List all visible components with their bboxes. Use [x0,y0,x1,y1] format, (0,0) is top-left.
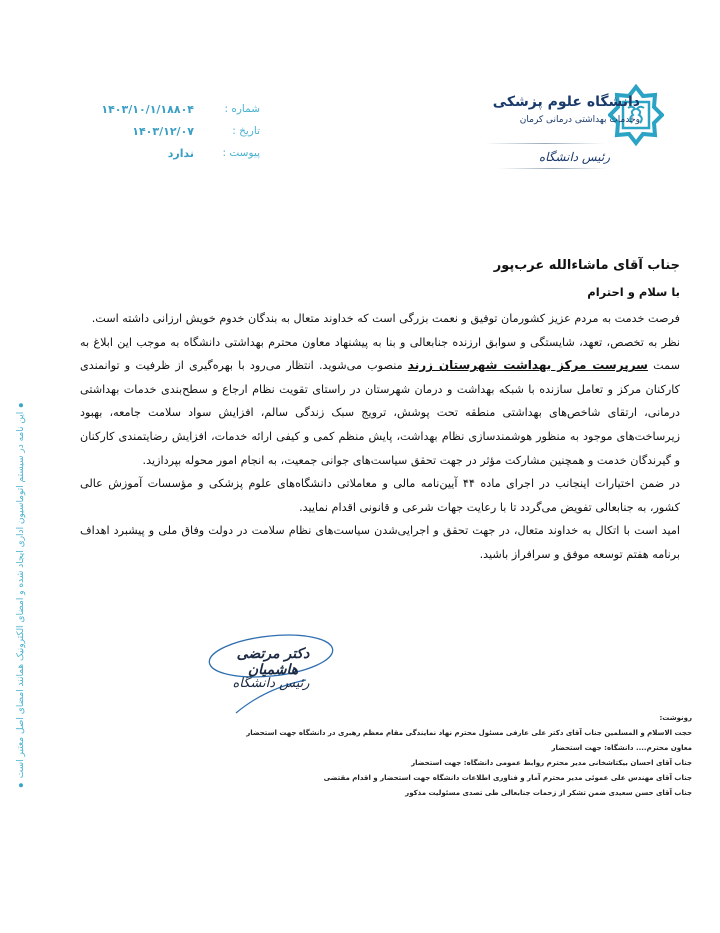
side-note-text: این نامه در سیستم اتوماسیون اداری ایجاد شده و امضای الکترونیک همانند امضای اصل معتبر است [16,411,26,779]
cc-list [246,714,692,801]
side-note [14,385,28,805]
university-subtitle: وخدمات بهداشتی درمانی کرمان [519,115,640,125]
cc-item: جناب آقای احسان بیکتاشخانی مدیر محترم روابط عمومی دانشگاه: جهت استحضار [411,759,692,767]
letter-date-row [60,120,260,142]
bullet-icon [19,403,23,407]
appointment-text-after: منصوب می‌شوید. انتظار می‌رود با بهره‌گیری از ظرفیت و توانمندی کارکنان مرکز و تعامل سازنده با شبکه بهداشت و درمان شهرستان در راستای تقویت نظام ارجاع و سطح‌بندی خدمات بهداشتی درمانی، ارتقای شاخص‌های بهداشتی منطقه تحت پوشش، ترویج سبک زندگی سالم، افزایش سواد سلامت جامعه، بهبود زیرساخت‌های موجود به منظور هوشمندسازی نظام بهداشت، پایش منظم کمی و کیفی ارائه خدمات، افزایش رضایتمندی کارکنان و گیرندگان خدمت و همچنین مشارکت مؤثر در جهت تحقق سیاست‌های جوانی جمعیت، به انجام امور محوله بپردازید. [80,359,680,467]
paragraph-intro: فرصت خدمت به مردم عزیز کشورمان توفیق و نعمت بزرگی است که خداوند متعال به بندگان خدوم خویش ارزانی داشته است. [91,312,680,325]
paragraph-closing: امید است با اتکال به خداوند متعال، در جهت تحقق و اجرایی‌شدن سیاست‌های نظام سلامت در دولت وفاق ملی و پیشبرد اهداف برنامه هفتم توسعه موفق و سرافراز باشید. [80,524,680,561]
letter-number-value: ۱۴۰۳/۱۰/۱/۱۸۸۰۴ [101,102,194,116]
letter-recipient: جناب آقای ماشاءالله عرب‌پور [493,258,680,273]
appointment-position: سرپرست مرکز بهداشت شهرستان زرند [407,358,648,373]
letter-meta [60,98,260,164]
bullet-icon [19,783,23,787]
appointment-text-before: نظر به تخصص، تعهد، شایستگی و سوابق ارزنده جنابعالی و بنا به پیشنهاد معاون محترم بهداشتی دانشگاه به موجب این ابلاغ به سمت [80,335,680,373]
signatory-title: رئیس دانشگاه [232,676,310,691]
letter-number-row [60,98,260,120]
cc-item: جناب آقای حسن سعیدی ضمن تشکر از زحمات جنابعالی طی تصدی مسئولیت مذکور [405,789,692,797]
cc-item: حجت الاسلام و المسلمین جناب آقای دکتر علی عارفی مسئول محترم نهاد نمایندگی مقام معظم رهبری در دانشگاه جهت استحضار [246,729,692,737]
paragraph-delegation: در ضمن اختیارات اینجانب در اجرای ماده ۴۴ آیین‌نامه مالی و معاملاتی دانشگاه‌های علوم پزشکی و مؤسسات آموزش عالی کشور، به جنابعالی تفویض می‌گردد تا با رعایت جهات شرعی و قانونی اقدام نمایید. [80,477,680,514]
header-divider [485,143,605,144]
cc-item: جناب آقای مهندس علی عموئی مدیر محترم آمار و فناوری اطلاعات دانشگاه جهت استحضار و اقدام مقتضی [323,774,692,782]
letter-date-label: تاریخ : [232,125,260,137]
letter-greeting: با سلام و احترام [587,285,680,299]
cc-item: معاون محترم.... دانشگاه: جهت استحضار [551,744,692,752]
office-signature: رئیس دانشگاه [538,150,610,164]
university-name: دانشگاه علوم پزشکی [492,94,640,110]
letter-number-label: شماره : [224,103,260,115]
signatory-name: دکتر مرتضی هاشمیان [236,646,310,678]
letter-attachment-row [60,142,260,164]
letter-body [80,258,680,567]
signature-block [196,628,336,718]
header-divider [498,168,608,169]
paragraph-appointment [80,331,680,473]
cc-title: رونوشت: [659,714,692,722]
letter-attachment-label: پیوست : [222,147,260,159]
letter-date-value: ۱۴۰۳/۱۲/۰۷ [132,124,194,138]
letter-attachment-value: ندارد [167,146,194,160]
